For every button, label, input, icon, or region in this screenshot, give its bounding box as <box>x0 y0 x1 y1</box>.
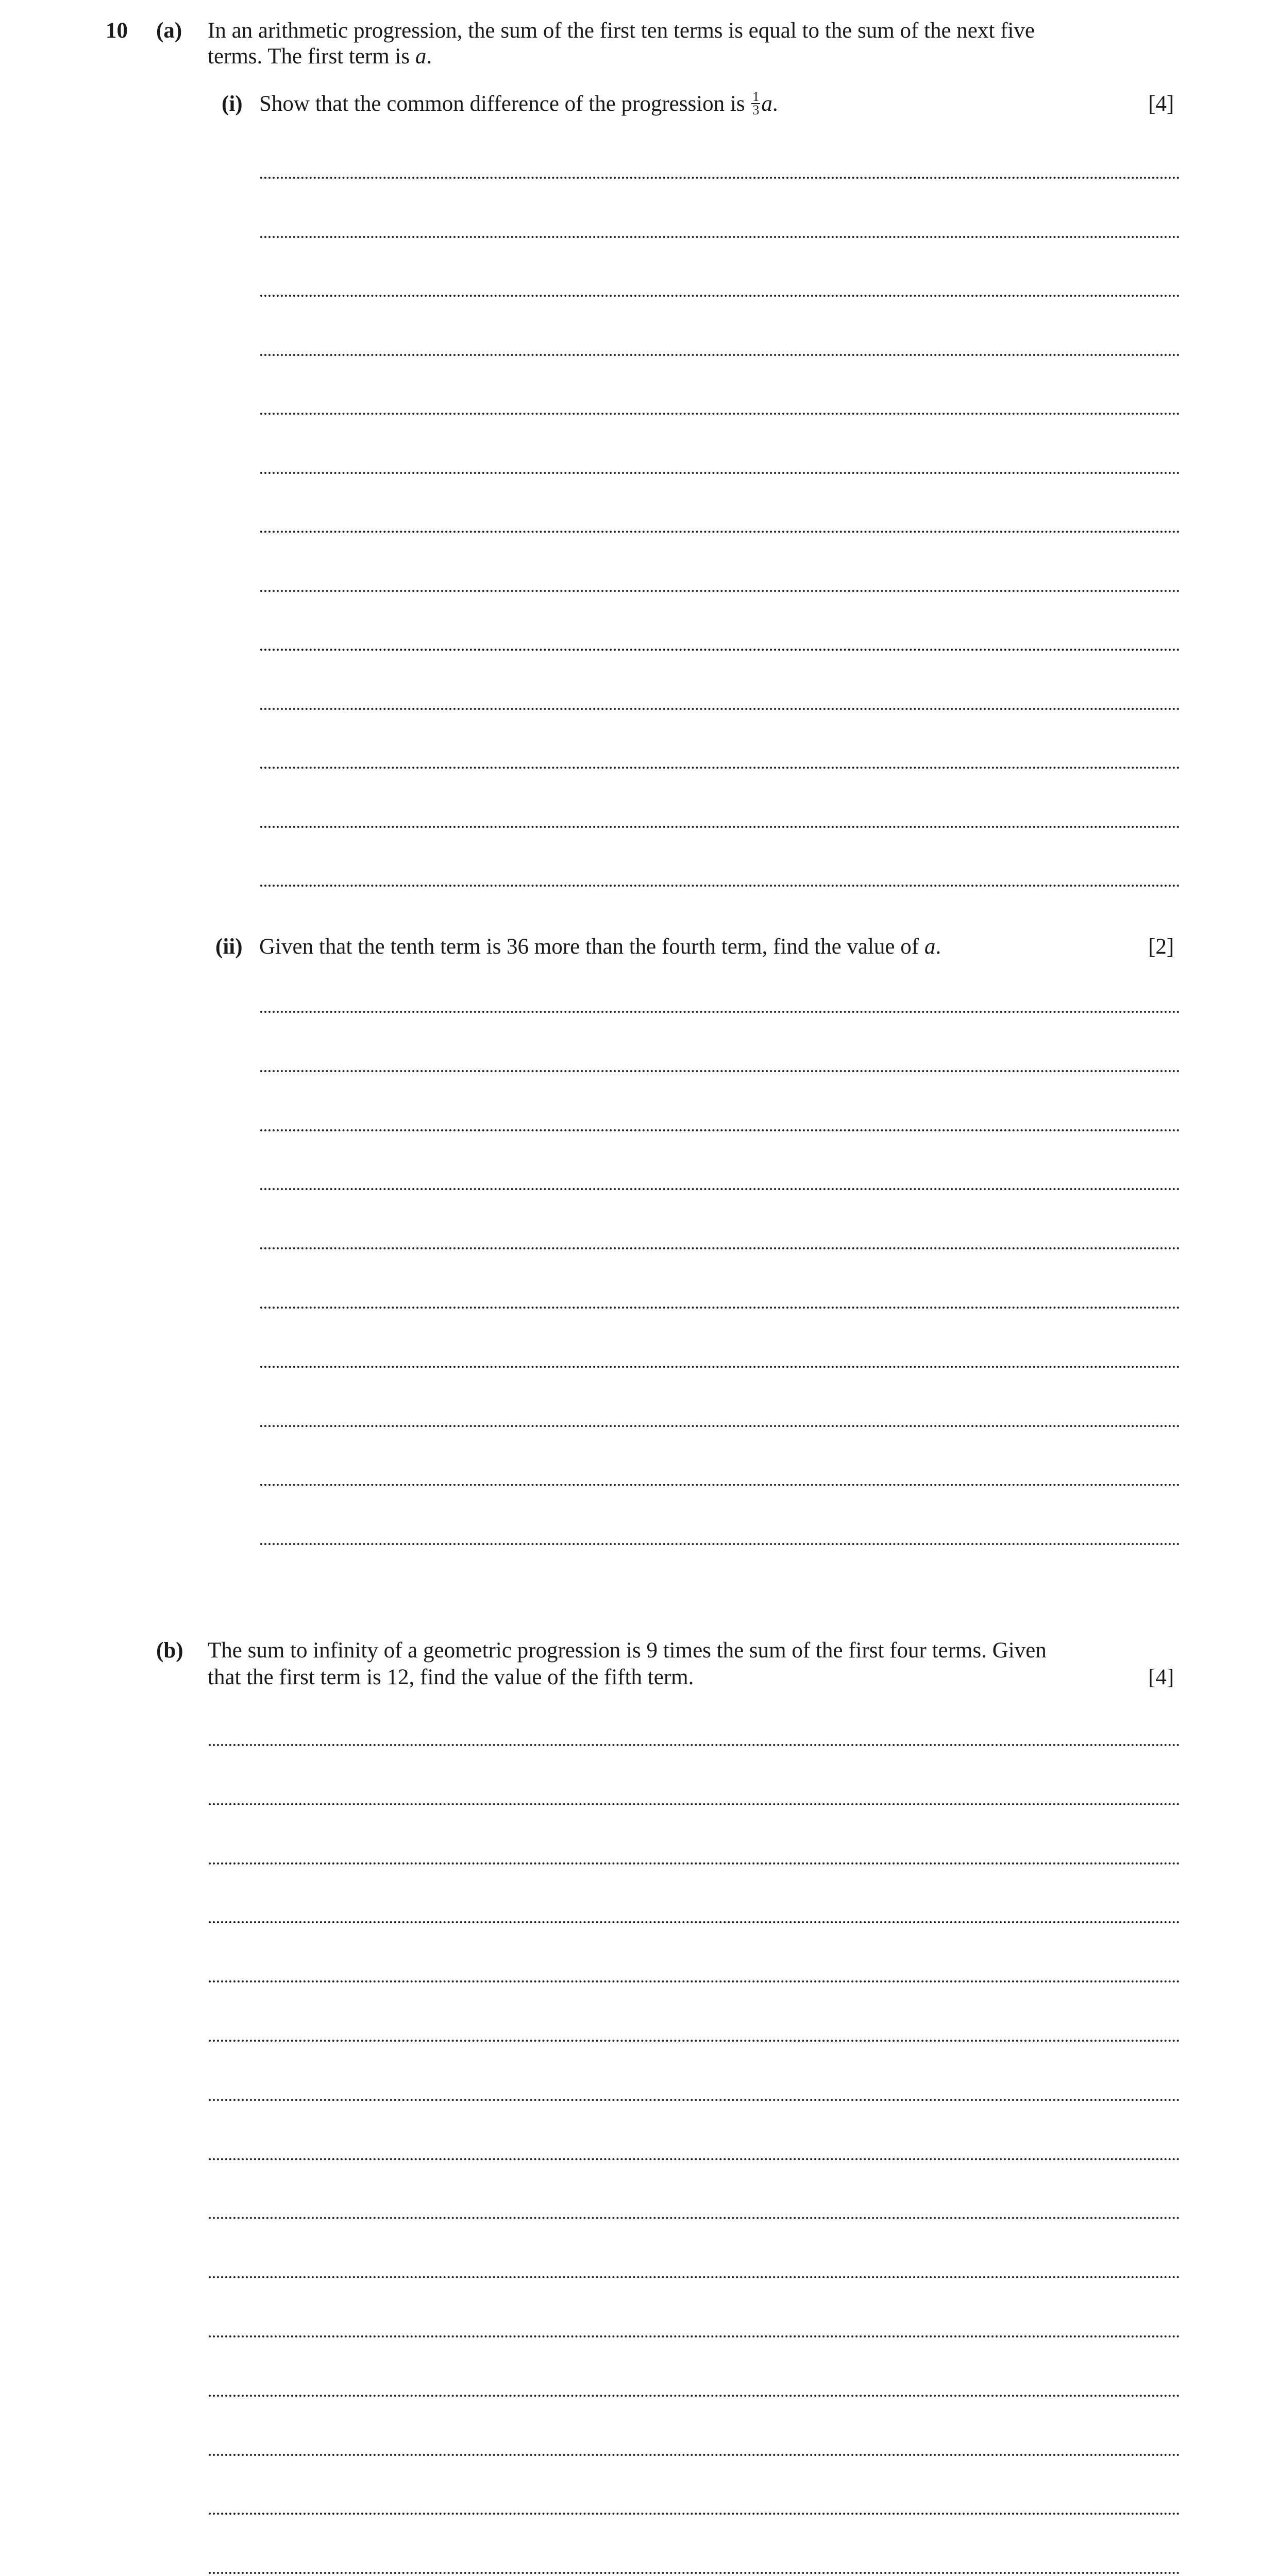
answer-line[interactable] <box>260 354 1180 356</box>
answer-line[interactable] <box>260 708 1180 710</box>
answer-line[interactable] <box>260 1307 1180 1309</box>
answer-line[interactable] <box>260 236 1180 238</box>
answer-line[interactable] <box>209 2276 1180 2278</box>
answer-line[interactable] <box>209 2099 1180 2101</box>
answer-line[interactable] <box>260 590 1180 592</box>
answer-line[interactable] <box>209 2335 1180 2337</box>
answer-line[interactable] <box>260 472 1180 474</box>
part-a-stem-line2: terms. The first term is a. <box>208 44 432 69</box>
answer-line[interactable] <box>209 1921 1180 1923</box>
answer-line[interactable] <box>260 413 1180 415</box>
answer-line[interactable] <box>209 1980 1180 1982</box>
answer-line[interactable] <box>209 2395 1180 2397</box>
answer-line[interactable] <box>260 295 1180 297</box>
answer-line[interactable] <box>260 1543 1180 1545</box>
answer-line[interactable] <box>260 1425 1180 1427</box>
fraction-one-third: $\frac{1}{3}$ <box>752 89 760 118</box>
part-a-ii-label: (ii) <box>215 935 243 959</box>
question-number: 10 <box>106 19 128 43</box>
answer-line[interactable] <box>260 531 1180 533</box>
answer-line[interactable] <box>260 1247 1180 1249</box>
part-b-marks: [4] <box>1148 1665 1174 1689</box>
answer-line[interactable] <box>260 1366 1180 1368</box>
answer-line[interactable] <box>260 1070 1180 1072</box>
part-a-stem-line1: In an arithmetic progression, the sum of the first ten terms is equal to the sum of the next five <box>208 19 1035 43</box>
answer-line[interactable] <box>209 2158 1180 2160</box>
answer-line[interactable] <box>260 1011 1180 1013</box>
answer-line[interactable] <box>209 2217 1180 2219</box>
answer-line[interactable] <box>209 2572 1180 2574</box>
answer-line[interactable] <box>260 767 1180 769</box>
part-a-ii-question: Given that the tenth term is 36 more than the fourth term, find the value of a. <box>259 935 941 959</box>
answer-line[interactable] <box>209 1803 1180 1805</box>
answer-line[interactable] <box>209 1862 1180 1865</box>
answer-line[interactable] <box>209 2454 1180 2456</box>
part-b-question-line1: The sum to infinity of a geometric progression is 9 times the sum of the first four terms. Given <box>208 1638 1047 1663</box>
part-b-question-line2: that the first term is 12, find the value of the fifth term. <box>208 1665 694 1689</box>
part-a-ii-marks: [2] <box>1148 935 1174 959</box>
answer-line[interactable] <box>260 1484 1180 1486</box>
answer-line[interactable] <box>209 2040 1180 2042</box>
answer-line[interactable] <box>260 1129 1180 1131</box>
answer-line[interactable] <box>260 885 1180 887</box>
answer-line[interactable] <box>260 1188 1180 1190</box>
answer-line[interactable] <box>260 649 1180 651</box>
part-a-i-marks: [4] <box>1148 92 1174 116</box>
part-a-i-question: Show that the common difference of the progression is $\frac{1}{3}$ a. <box>259 89 778 118</box>
answer-line[interactable] <box>260 177 1180 179</box>
answer-line[interactable] <box>209 1744 1180 1746</box>
answer-line[interactable] <box>209 2513 1180 2515</box>
answer-line[interactable] <box>260 826 1180 828</box>
part-b-label: (b) <box>156 1638 183 1663</box>
part-a-label: (a) <box>156 19 182 43</box>
part-a-i-label: (i) <box>222 92 243 116</box>
